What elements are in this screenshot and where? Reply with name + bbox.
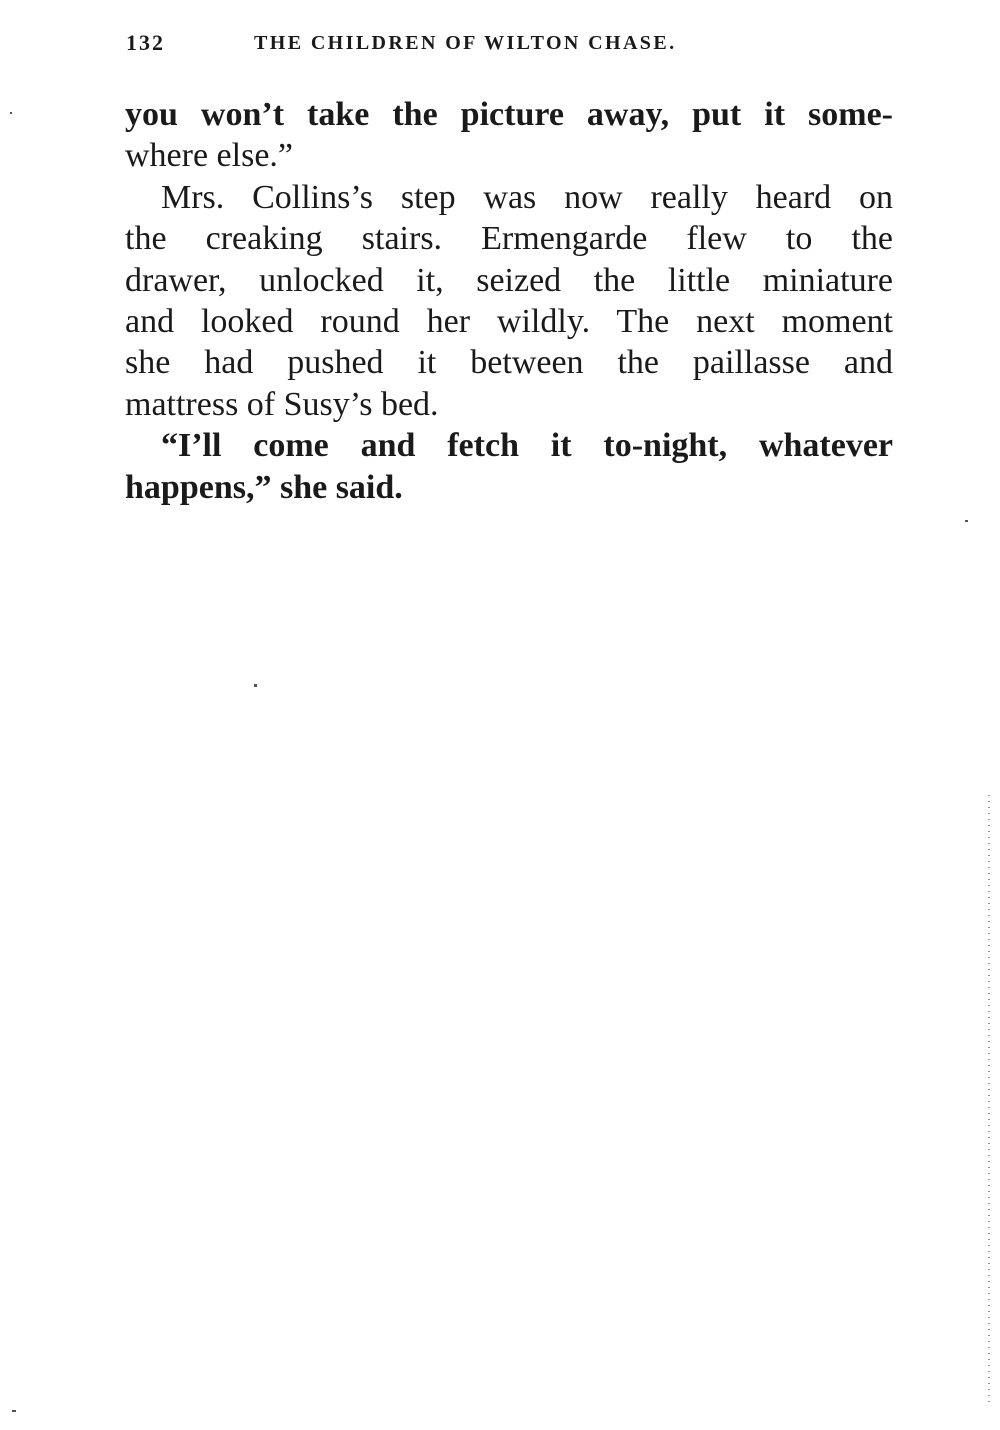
text-line: you won’t take the picture away, put it some- [125,96,893,133]
scan-speck [965,520,968,522]
running-title: THE CHILDREN OF WILTON CHASE. [254,32,677,54]
text-line: and looked round her wildly. The next moment [125,302,893,340]
text-line: she had pushed it between the paillasse and [125,344,893,382]
text-line: where else.” [125,137,294,175]
text-line: “I’ll come and fetch it to-night, whatever [161,427,893,465]
page-number: 132 [126,30,165,55]
text-line: happens,” she said. [125,468,403,506]
scan-speck [254,684,257,687]
scan-speck [12,1410,16,1412]
scan-speck [10,112,12,114]
text-line: mattress of Susy’s bed. [125,385,439,423]
text-line: Mrs. Collins’s step was now really heard on [161,178,893,216]
scan-edge-dots [988,795,990,1405]
text-line: the creaking stairs. Ermengarde flew to the [125,220,893,258]
running-header [126,30,826,64]
body-text [125,94,893,508]
text-line: drawer, unlocked it, seized the little miniature [125,261,893,299]
